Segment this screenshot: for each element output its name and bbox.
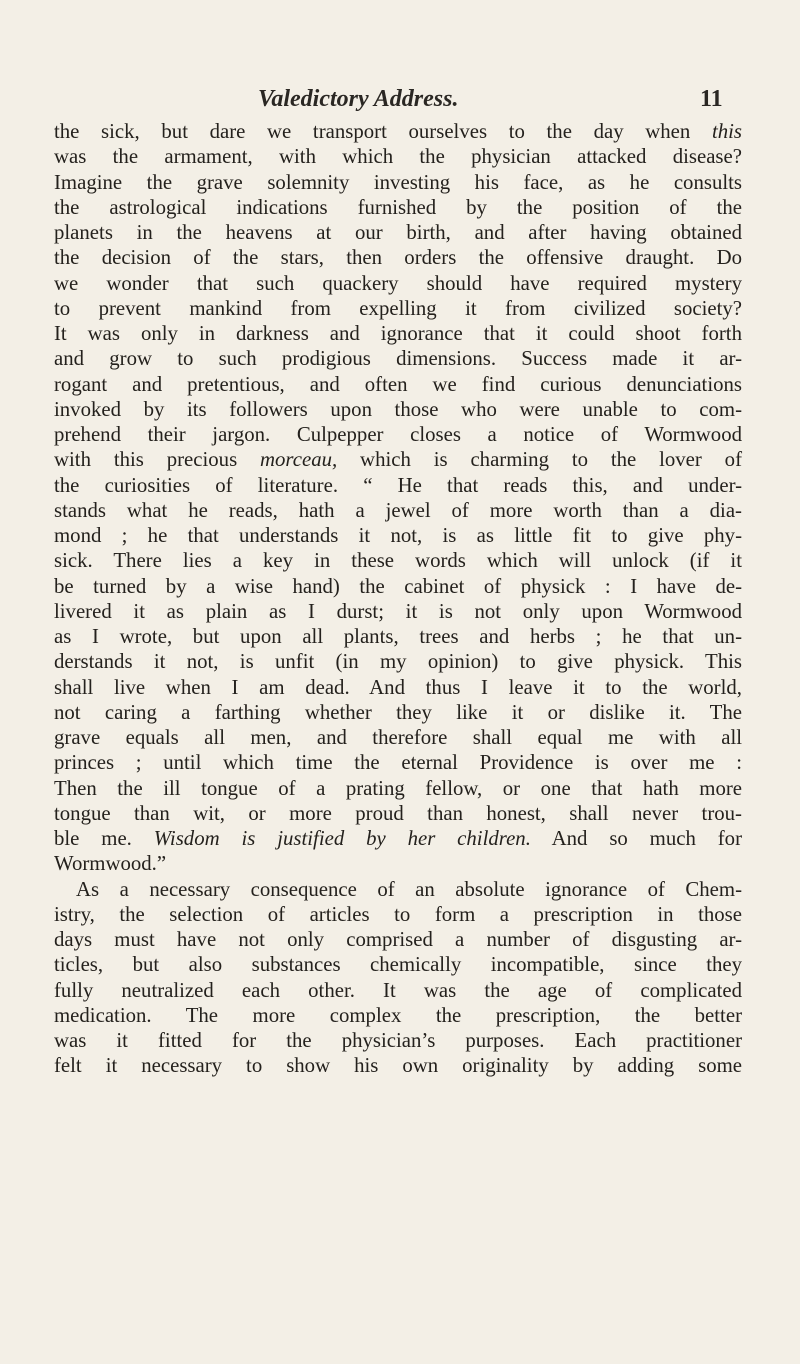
text-segment: the astrological indications furnished by the position of the (54, 195, 742, 219)
text-line (54, 523, 742, 548)
text-line (54, 952, 742, 977)
text-segment: princes ; until which time the eternal Providence is over me : (54, 751, 742, 775)
text-segment: be turned by a wise hand) the cabinet of physick : I have de- (54, 574, 742, 598)
text-line (54, 321, 742, 346)
page-header (0, 84, 800, 114)
text-line (54, 144, 742, 169)
text-segment: It was only in darkness and ignorance that it could shoot forth (54, 322, 742, 345)
text-line (54, 776, 742, 801)
italic-text: Wisdom is justified by her children. (153, 827, 531, 850)
text-line (54, 1003, 742, 1028)
text-segment: prehend their jargon. Culpepper closes a notice of Wormwood (54, 423, 742, 446)
text-segment: with this precious (54, 448, 261, 472)
text-segment: ticles, but also substances chemically incompatible, since they (54, 953, 742, 977)
text-segment: ble me. (54, 827, 154, 850)
text-line (54, 271, 742, 296)
body-text (54, 119, 742, 1079)
text-line (54, 927, 742, 952)
text-line (54, 372, 742, 397)
text-segment: rogant and pretentious, and often we find curious denunciations (54, 372, 742, 396)
text-segment: Wormwood.” (54, 852, 167, 876)
text-segment: which is charming to the lover of (337, 448, 742, 472)
text-line (54, 725, 742, 750)
page-number: 11 (700, 86, 723, 112)
text-segment: And so much for (530, 827, 742, 850)
text-line (54, 422, 742, 447)
text-segment: Imagine the grave solemnity investing his face, as he consults (54, 170, 742, 194)
text-segment: medication. The more complex the prescription, the better (54, 1003, 742, 1027)
text-segment: shall live when I am dead. And thus I leave it to the world, (54, 675, 742, 699)
text-line (54, 296, 742, 321)
text-segment: livered it as plain as I durst; it is not only upon Wormwood (54, 599, 742, 623)
text-segment: days must have not only comprised a number of disgusting ar- (54, 928, 742, 951)
text-line (54, 346, 742, 371)
text-segment: we wonder that such quackery should have required mystery (54, 271, 742, 295)
text-line (54, 498, 742, 523)
text-line (54, 826, 742, 851)
text-line (54, 397, 742, 422)
text-line (54, 750, 742, 775)
text-segment: Then the ill tongue of a prating fellow, or one that hath more (54, 776, 742, 800)
text-segment: stands what he reads, hath a jewel of more worth than a dia- (54, 498, 742, 522)
text-line (54, 1053, 742, 1078)
text-line (54, 245, 742, 270)
text-line (54, 447, 742, 472)
text-segment: the decision of the stars, then orders the offensive draught. Do (54, 246, 742, 270)
text-segment: tongue than wit, or more proud than honest, shall never trou- (54, 801, 742, 825)
text-line (54, 649, 742, 674)
text-line (54, 170, 742, 195)
text-segment: grave equals all men, and therefore shall equal me with all (54, 726, 742, 749)
text-line (54, 548, 742, 573)
text-segment: derstands it not, is unfit (in my opinion) to give physick. This (54, 650, 742, 674)
text-line (54, 599, 742, 624)
text-segment: the curiosities of literature. “ He that reads this, and under- (54, 473, 742, 497)
text-line (54, 902, 742, 927)
text-line (54, 195, 742, 220)
italic-text: this (711, 120, 742, 143)
text-line (54, 220, 742, 245)
text-line (54, 473, 742, 498)
text-segment: mond ; he that understands it not, is as little fit to give phy- (54, 524, 742, 547)
text-segment: planets in the heavens at our birth, and after having obtained (54, 221, 742, 244)
text-segment: not caring a farthing whether they like it or dislike it. The (54, 700, 742, 724)
text-segment: istry, the selection of articles to form a prescription in those (54, 902, 742, 926)
text-line (54, 851, 742, 876)
text-line (54, 978, 742, 1003)
text-segment: was it fitted for the physician’s purposes. Each practitioner (54, 1029, 742, 1052)
text-segment: and grow to such prodigious dimensions. Success made it ar- (54, 347, 742, 371)
italic-text: morceau, (260, 448, 338, 472)
text-segment: fully neutralized each other. It was the age of complicated (54, 978, 742, 1002)
text-line (54, 877, 742, 902)
text-segment: invoked by its followers upon those who were unable to com- (54, 397, 742, 421)
text-segment: was the armament, with which the physician attacked disease? (54, 145, 742, 169)
text-segment: as I wrote, but upon all plants, trees and herbs ; he that un- (54, 625, 742, 648)
text-segment: As a necessary consequence of an absolute ignorance of Chem- (76, 877, 742, 901)
text-segment: sick. There lies a key in these words which will unlock (if it (54, 549, 742, 573)
text-line (54, 700, 742, 725)
text-line (54, 119, 742, 144)
text-line (54, 624, 742, 649)
text-segment: the sick, but dare we transport ourselves to the day when (54, 120, 712, 143)
text-segment: to prevent mankind from expelling it from civilized society? (54, 296, 742, 320)
running-title: Valedictory Address. (258, 86, 459, 112)
text-segment: felt it necessary to show his own originality by adding some (54, 1054, 742, 1078)
text-line (54, 574, 742, 599)
text-line (54, 675, 742, 700)
text-line (54, 1028, 742, 1053)
text-line (54, 801, 742, 826)
